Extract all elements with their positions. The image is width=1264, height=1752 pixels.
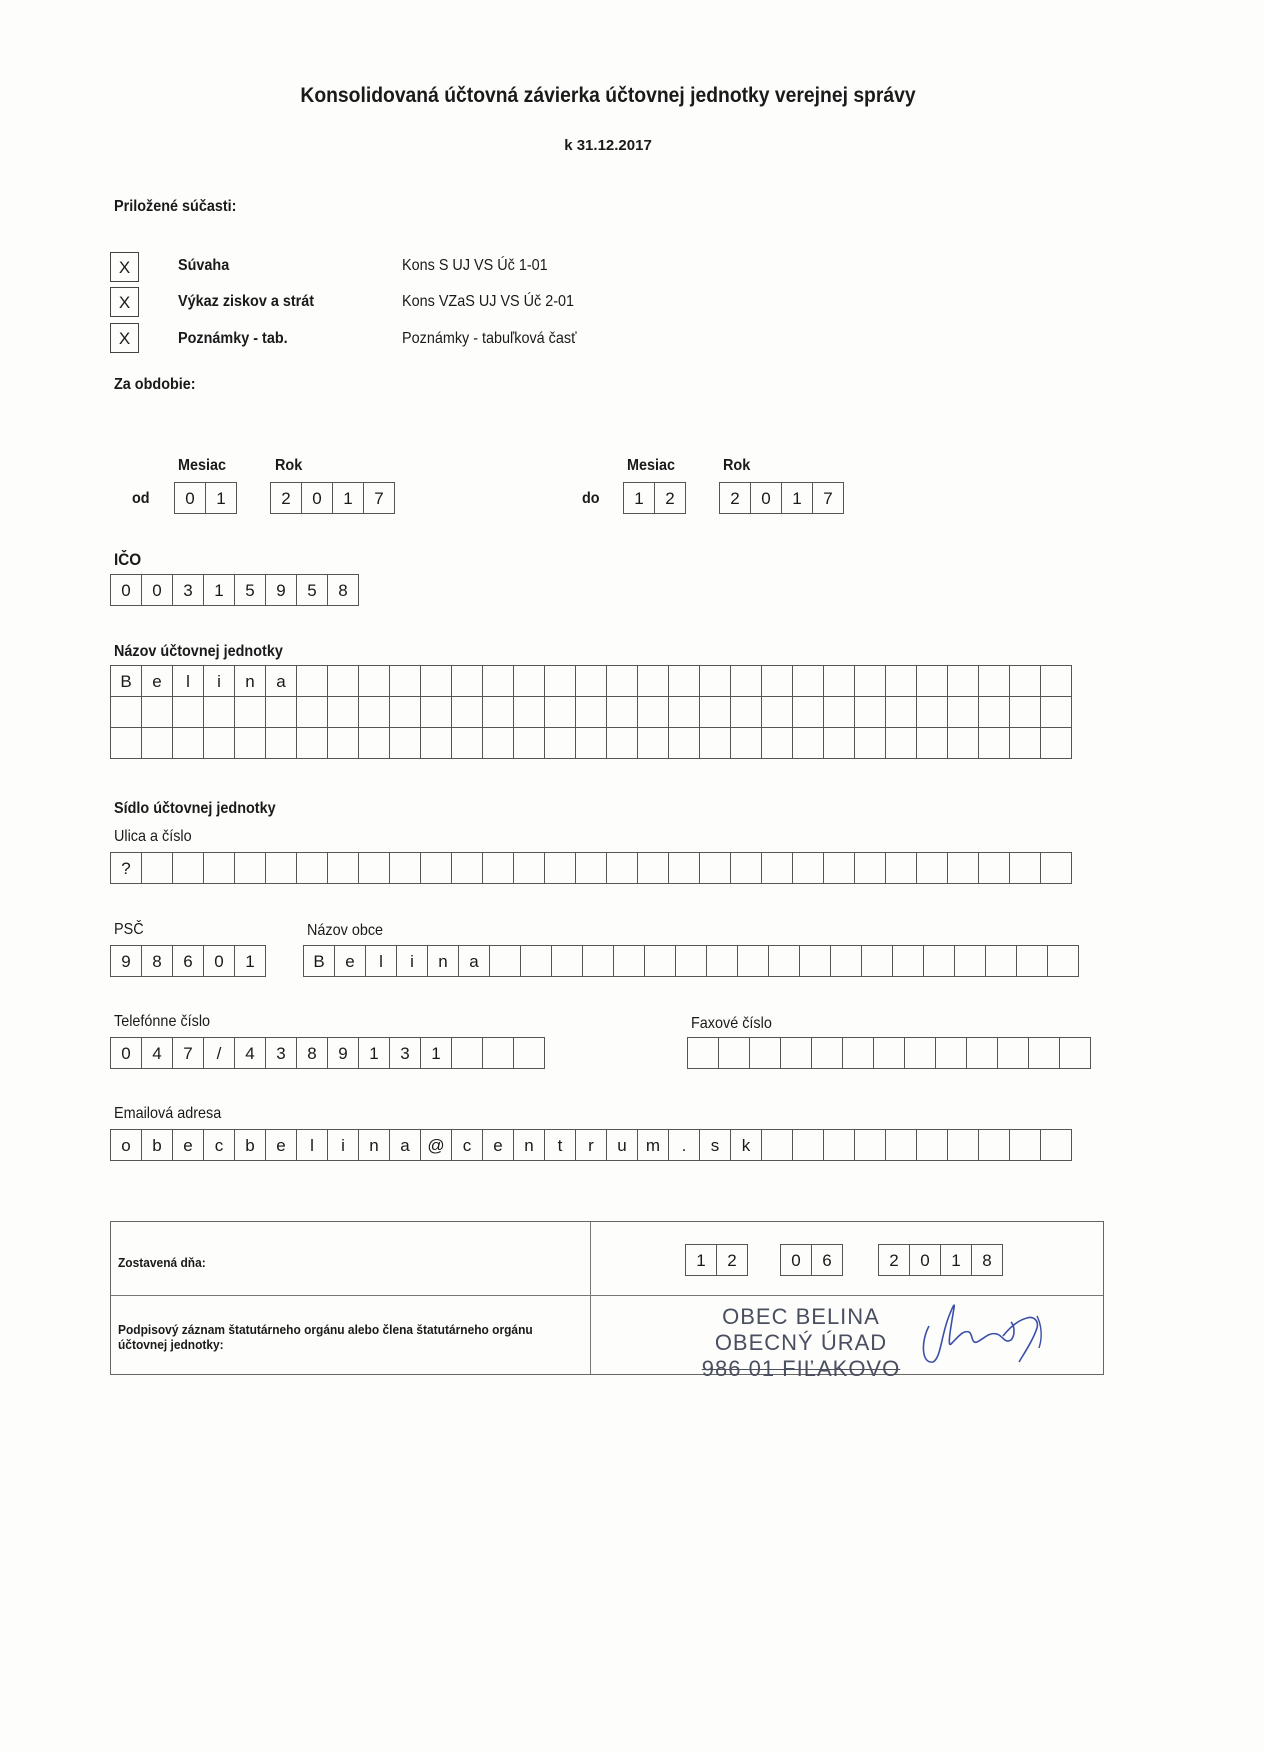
char-cell[interactable]: a bbox=[458, 945, 490, 977]
char-cell[interactable] bbox=[513, 1037, 545, 1069]
char-cell[interactable] bbox=[830, 945, 862, 977]
phone-label: Telefónne číslo bbox=[114, 1013, 211, 1030]
char-cell[interactable] bbox=[668, 665, 700, 697]
char-cell[interactable]: 7 bbox=[363, 482, 395, 514]
char-cell[interactable] bbox=[854, 665, 886, 697]
official-stamp bbox=[681, 1304, 921, 1382]
to-month-field[interactable] bbox=[623, 482, 686, 514]
to-month-label: Mesiac bbox=[627, 457, 676, 474]
char-cell[interactable]: n bbox=[358, 1129, 390, 1161]
char-cell[interactable] bbox=[637, 665, 669, 697]
char-cell[interactable] bbox=[234, 696, 266, 728]
char-cell[interactable] bbox=[854, 1129, 886, 1161]
char-cell[interactable] bbox=[172, 852, 204, 884]
char-cell[interactable] bbox=[389, 696, 421, 728]
char-cell[interactable] bbox=[916, 727, 948, 759]
char-cell[interactable] bbox=[823, 852, 855, 884]
char-cell[interactable] bbox=[327, 852, 359, 884]
char-cell[interactable]: 8 bbox=[296, 1037, 328, 1069]
char-cell[interactable]: e bbox=[482, 1129, 514, 1161]
char-cell[interactable]: c bbox=[203, 1129, 235, 1161]
char-cell[interactable]: e bbox=[141, 665, 173, 697]
char-cell[interactable]: 2 bbox=[270, 482, 302, 514]
char-cell[interactable] bbox=[637, 727, 669, 759]
char-cell[interactable]: 1 bbox=[940, 1244, 972, 1276]
char-cell[interactable]: . bbox=[668, 1129, 700, 1161]
handwritten-signature bbox=[911, 1296, 1061, 1376]
char-cell[interactable] bbox=[582, 945, 614, 977]
char-cell[interactable]: 1 bbox=[203, 574, 235, 606]
char-cell[interactable] bbox=[544, 665, 576, 697]
char-cell[interactable] bbox=[265, 727, 297, 759]
char-cell[interactable] bbox=[730, 852, 762, 884]
char-cell[interactable] bbox=[904, 1037, 936, 1069]
char-cell[interactable] bbox=[513, 696, 545, 728]
char-cell[interactable] bbox=[1040, 1129, 1072, 1161]
entity-name-row-3[interactable] bbox=[110, 727, 1072, 759]
char-cell[interactable] bbox=[489, 945, 521, 977]
char-cell[interactable] bbox=[885, 665, 917, 697]
from-label: od bbox=[132, 490, 150, 507]
char-cell[interactable] bbox=[954, 945, 986, 977]
char-cell[interactable] bbox=[1009, 696, 1041, 728]
char-cell[interactable]: 2 bbox=[719, 482, 751, 514]
char-cell[interactable]: 0 bbox=[780, 1244, 812, 1276]
char-cell[interactable] bbox=[718, 1037, 750, 1069]
char-cell[interactable]: l bbox=[365, 945, 397, 977]
char-cell[interactable] bbox=[823, 1129, 855, 1161]
char-cell[interactable]: l bbox=[296, 1129, 328, 1161]
char-cell[interactable] bbox=[451, 727, 483, 759]
char-cell[interactable] bbox=[606, 727, 638, 759]
char-cell[interactable] bbox=[141, 727, 173, 759]
char-cell[interactable] bbox=[575, 665, 607, 697]
char-cell[interactable] bbox=[947, 1129, 979, 1161]
char-cell[interactable] bbox=[823, 727, 855, 759]
char-cell[interactable] bbox=[947, 852, 979, 884]
char-cell[interactable] bbox=[513, 727, 545, 759]
char-cell[interactable]: 0 bbox=[750, 482, 782, 514]
signature-table bbox=[110, 1221, 1104, 1381]
char-cell[interactable] bbox=[699, 852, 731, 884]
char-cell[interactable]: k bbox=[730, 1129, 762, 1161]
period-label: Za obdobie: bbox=[114, 376, 196, 393]
char-cell[interactable] bbox=[575, 696, 607, 728]
char-cell[interactable]: 1 bbox=[420, 1037, 452, 1069]
char-cell[interactable] bbox=[675, 945, 707, 977]
char-cell[interactable] bbox=[923, 945, 955, 977]
char-cell[interactable] bbox=[1009, 1129, 1041, 1161]
char-cell[interactable]: u bbox=[606, 1129, 638, 1161]
char-cell[interactable] bbox=[520, 945, 552, 977]
char-cell[interactable] bbox=[451, 696, 483, 728]
char-cell[interactable] bbox=[482, 727, 514, 759]
char-cell[interactable] bbox=[482, 852, 514, 884]
char-cell[interactable] bbox=[842, 1037, 874, 1069]
char-cell[interactable] bbox=[935, 1037, 967, 1069]
compiled-month-field[interactable] bbox=[780, 1244, 843, 1276]
char-cell[interactable] bbox=[699, 665, 731, 697]
char-cell[interactable]: 0 bbox=[203, 945, 235, 977]
char-cell[interactable] bbox=[985, 945, 1017, 977]
char-cell[interactable]: 6 bbox=[811, 1244, 843, 1276]
entity-name-row-1[interactable] bbox=[110, 665, 1072, 697]
char-cell[interactable]: 1 bbox=[205, 482, 237, 514]
char-cell[interactable] bbox=[792, 852, 824, 884]
char-cell[interactable] bbox=[203, 696, 235, 728]
char-cell[interactable]: 1 bbox=[332, 482, 364, 514]
char-cell[interactable]: 0 bbox=[909, 1244, 941, 1276]
char-cell[interactable]: 1 bbox=[781, 482, 813, 514]
char-cell[interactable] bbox=[389, 852, 421, 884]
char-cell[interactable]: 8 bbox=[971, 1244, 1003, 1276]
char-cell[interactable]: 4 bbox=[141, 1037, 173, 1069]
attachment-code-1: Kons S UJ VS Úč 1-01 bbox=[402, 257, 548, 274]
char-cell[interactable] bbox=[730, 696, 762, 728]
char-cell[interactable] bbox=[799, 945, 831, 977]
char-cell[interactable] bbox=[606, 852, 638, 884]
char-cell[interactable]: 2 bbox=[654, 482, 686, 514]
char-cell[interactable] bbox=[706, 945, 738, 977]
email-field[interactable] bbox=[110, 1129, 1072, 1161]
char-cell[interactable] bbox=[110, 696, 142, 728]
char-cell[interactable] bbox=[172, 696, 204, 728]
char-cell[interactable] bbox=[451, 665, 483, 697]
char-cell[interactable] bbox=[637, 852, 669, 884]
char-cell[interactable] bbox=[606, 696, 638, 728]
char-cell[interactable] bbox=[792, 696, 824, 728]
compiled-date-label: Zostavená dňa: bbox=[118, 1255, 206, 1270]
char-cell[interactable] bbox=[1059, 1037, 1091, 1069]
from-year-label: Rok bbox=[275, 457, 303, 474]
char-cell[interactable] bbox=[327, 665, 359, 697]
attachment-checkbox-2[interactable]: X bbox=[110, 287, 139, 317]
char-cell[interactable] bbox=[811, 1037, 843, 1069]
char-cell[interactable]: 5 bbox=[296, 574, 328, 606]
entity-name-label: Názov účtovnej jednotky bbox=[114, 643, 283, 660]
to-label: do bbox=[582, 490, 600, 507]
char-cell[interactable]: B bbox=[110, 665, 142, 697]
psc-field[interactable] bbox=[110, 945, 266, 977]
char-cell[interactable] bbox=[916, 665, 948, 697]
email-label: Emailová adresa bbox=[114, 1105, 222, 1122]
char-cell[interactable] bbox=[265, 696, 297, 728]
char-cell[interactable] bbox=[1028, 1037, 1060, 1069]
char-cell[interactable] bbox=[613, 945, 645, 977]
char-cell[interactable] bbox=[978, 665, 1010, 697]
char-cell[interactable] bbox=[544, 727, 576, 759]
char-cell[interactable] bbox=[358, 852, 390, 884]
city-field[interactable] bbox=[303, 945, 1079, 977]
char-cell[interactable]: 0 bbox=[110, 574, 142, 606]
char-cell[interactable] bbox=[513, 852, 545, 884]
char-cell[interactable]: 9 bbox=[327, 1037, 359, 1069]
char-cell[interactable] bbox=[644, 945, 676, 977]
char-cell[interactable] bbox=[978, 1129, 1010, 1161]
char-cell[interactable]: 0 bbox=[174, 482, 206, 514]
char-cell[interactable] bbox=[699, 727, 731, 759]
char-cell[interactable] bbox=[1040, 665, 1072, 697]
char-cell[interactable] bbox=[296, 852, 328, 884]
char-cell[interactable]: n bbox=[427, 945, 459, 977]
char-cell[interactable] bbox=[606, 665, 638, 697]
char-cell[interactable] bbox=[885, 1129, 917, 1161]
char-cell[interactable]: 2 bbox=[878, 1244, 910, 1276]
char-cell[interactable] bbox=[892, 945, 924, 977]
char-cell[interactable] bbox=[141, 852, 173, 884]
char-cell[interactable] bbox=[544, 696, 576, 728]
char-cell[interactable]: o bbox=[110, 1129, 142, 1161]
fax-label: Faxové číslo bbox=[691, 1015, 772, 1032]
char-cell[interactable] bbox=[854, 727, 886, 759]
char-cell[interactable] bbox=[854, 696, 886, 728]
ico-label: IČO bbox=[114, 550, 142, 569]
char-cell[interactable]: e bbox=[172, 1129, 204, 1161]
char-cell[interactable] bbox=[203, 727, 235, 759]
attachments-label: Priložené súčasti: bbox=[114, 198, 237, 215]
char-cell[interactable]: 3 bbox=[389, 1037, 421, 1069]
char-cell[interactable] bbox=[1040, 696, 1072, 728]
char-cell[interactable]: 8 bbox=[141, 945, 173, 977]
char-cell[interactable] bbox=[885, 727, 917, 759]
char-cell[interactable]: n bbox=[513, 1129, 545, 1161]
char-cell[interactable] bbox=[947, 727, 979, 759]
char-cell[interactable] bbox=[916, 696, 948, 728]
to-year-label: Rok bbox=[723, 457, 751, 474]
char-cell[interactable] bbox=[482, 665, 514, 697]
char-cell[interactable] bbox=[873, 1037, 905, 1069]
char-cell[interactable] bbox=[823, 696, 855, 728]
char-cell[interactable] bbox=[451, 1037, 483, 1069]
char-cell[interactable] bbox=[482, 696, 514, 728]
char-cell[interactable] bbox=[792, 727, 824, 759]
city-label: Názov obce bbox=[307, 922, 384, 939]
char-cell[interactable] bbox=[1009, 665, 1041, 697]
char-cell[interactable] bbox=[966, 1037, 998, 1069]
char-cell[interactable] bbox=[885, 696, 917, 728]
char-cell[interactable]: i bbox=[396, 945, 428, 977]
char-cell[interactable]: ? bbox=[110, 852, 142, 884]
signature-label: Podpisový záznam štatutárneho orgánu alebo člena štatutárneho orgánu účtovnej jednotky: bbox=[118, 1322, 533, 1352]
char-cell[interactable]: a bbox=[389, 1129, 421, 1161]
char-cell[interactable]: b bbox=[141, 1129, 173, 1161]
char-cell[interactable]: t bbox=[544, 1129, 576, 1161]
to-year-field[interactable] bbox=[719, 482, 844, 514]
attachment-name-3: Poznámky - tab. bbox=[178, 330, 288, 347]
char-cell[interactable] bbox=[792, 665, 824, 697]
char-cell[interactable] bbox=[172, 727, 204, 759]
char-cell[interactable]: 8 bbox=[327, 574, 359, 606]
char-cell[interactable] bbox=[110, 727, 142, 759]
char-cell[interactable]: 9 bbox=[265, 574, 297, 606]
char-cell[interactable] bbox=[513, 665, 545, 697]
char-cell[interactable] bbox=[1009, 852, 1041, 884]
char-cell[interactable]: 6 bbox=[172, 945, 204, 977]
table-divider-vertical bbox=[590, 1222, 591, 1374]
phone-field[interactable] bbox=[110, 1037, 545, 1069]
fax-field[interactable] bbox=[687, 1037, 1091, 1069]
char-cell[interactable]: r bbox=[575, 1129, 607, 1161]
attachment-checkbox-1[interactable]: X bbox=[110, 252, 139, 282]
char-cell[interactable] bbox=[668, 852, 700, 884]
char-cell[interactable] bbox=[916, 852, 948, 884]
char-cell[interactable] bbox=[420, 852, 452, 884]
char-cell[interactable] bbox=[761, 1129, 793, 1161]
char-cell[interactable] bbox=[389, 727, 421, 759]
char-cell[interactable]: 7 bbox=[172, 1037, 204, 1069]
stamp-line-1: OBEC BELINA bbox=[722, 1304, 880, 1329]
char-cell[interactable] bbox=[668, 696, 700, 728]
char-cell[interactable] bbox=[730, 727, 762, 759]
char-cell[interactable] bbox=[854, 852, 886, 884]
char-cell[interactable]: 1 bbox=[623, 482, 655, 514]
char-cell[interactable] bbox=[761, 727, 793, 759]
compiled-year-field[interactable] bbox=[878, 1244, 1003, 1276]
char-cell[interactable]: m bbox=[637, 1129, 669, 1161]
stamp-line-3: 986 01 FIĽAKOVO bbox=[701, 1356, 901, 1381]
char-cell[interactable] bbox=[947, 696, 979, 728]
char-cell[interactable] bbox=[978, 696, 1010, 728]
street-label: Ulica a číslo bbox=[114, 828, 192, 845]
char-cell[interactable]: 3 bbox=[172, 574, 204, 606]
char-cell[interactable] bbox=[978, 727, 1010, 759]
stamp-line-2: OBECNÝ ÚRAD bbox=[714, 1330, 888, 1355]
char-cell[interactable]: 1 bbox=[685, 1244, 717, 1276]
char-cell[interactable] bbox=[482, 1037, 514, 1069]
char-cell[interactable] bbox=[637, 696, 669, 728]
ico-field[interactable] bbox=[110, 574, 359, 606]
char-cell[interactable]: e bbox=[334, 945, 366, 977]
char-cell[interactable] bbox=[768, 945, 800, 977]
char-cell[interactable] bbox=[358, 665, 390, 697]
char-cell[interactable] bbox=[687, 1037, 719, 1069]
char-cell[interactable] bbox=[451, 852, 483, 884]
attachment-name-2: Výkaz ziskov a strát bbox=[178, 293, 315, 310]
char-cell[interactable]: 0 bbox=[110, 1037, 142, 1069]
char-cell[interactable] bbox=[358, 696, 390, 728]
char-cell[interactable] bbox=[420, 665, 452, 697]
char-cell[interactable] bbox=[780, 1037, 812, 1069]
entity-name-field[interactable] bbox=[110, 665, 1072, 759]
char-cell[interactable]: 9 bbox=[110, 945, 142, 977]
char-cell[interactable] bbox=[730, 665, 762, 697]
char-cell[interactable] bbox=[1047, 945, 1079, 977]
char-cell[interactable] bbox=[389, 665, 421, 697]
char-cell[interactable] bbox=[420, 696, 452, 728]
char-cell[interactable]: B bbox=[303, 945, 335, 977]
char-cell[interactable] bbox=[551, 945, 583, 977]
char-cell[interactable] bbox=[997, 1037, 1029, 1069]
char-cell[interactable] bbox=[978, 852, 1010, 884]
document-date: k 31.12.2017 bbox=[564, 137, 652, 154]
char-cell[interactable]: 2 bbox=[716, 1244, 748, 1276]
char-cell[interactable]: a bbox=[265, 665, 297, 697]
char-cell[interactable] bbox=[358, 727, 390, 759]
char-cell[interactable] bbox=[737, 945, 769, 977]
char-cell[interactable] bbox=[668, 727, 700, 759]
char-cell[interactable] bbox=[823, 665, 855, 697]
char-cell[interactable]: i bbox=[203, 665, 235, 697]
char-cell[interactable] bbox=[265, 852, 297, 884]
char-cell[interactable]: 0 bbox=[301, 482, 333, 514]
char-cell[interactable] bbox=[916, 1129, 948, 1161]
char-cell[interactable] bbox=[234, 852, 266, 884]
document-title: Konsolidovaná účtovná závierka účtovnej jednotky verejnej správy bbox=[300, 84, 916, 107]
from-month-label: Mesiac bbox=[178, 457, 227, 474]
char-cell[interactable] bbox=[761, 852, 793, 884]
char-cell[interactable]: 7 bbox=[812, 482, 844, 514]
psc-label: PSČ bbox=[114, 921, 144, 938]
attachment-name-1: Súvaha bbox=[178, 257, 230, 274]
char-cell[interactable] bbox=[792, 1129, 824, 1161]
char-cell[interactable]: i bbox=[327, 1129, 359, 1161]
char-cell[interactable]: 1 bbox=[358, 1037, 390, 1069]
char-cell[interactable] bbox=[203, 852, 235, 884]
char-cell[interactable]: 4 bbox=[234, 1037, 266, 1069]
attachment-checkbox-3[interactable]: X bbox=[110, 323, 139, 353]
attachment-code-3: Poznámky - tabuľková časť bbox=[402, 330, 577, 347]
char-cell[interactable]: l bbox=[172, 665, 204, 697]
char-cell[interactable] bbox=[1009, 727, 1041, 759]
char-cell[interactable]: e bbox=[265, 1129, 297, 1161]
entity-name-row-2[interactable] bbox=[110, 696, 1072, 728]
from-month-field[interactable] bbox=[174, 482, 237, 514]
char-cell[interactable] bbox=[885, 852, 917, 884]
seat-label: Sídlo účtovnej jednotky bbox=[114, 800, 276, 817]
from-year-field[interactable] bbox=[270, 482, 395, 514]
char-cell[interactable] bbox=[296, 696, 328, 728]
char-cell[interactable] bbox=[544, 852, 576, 884]
char-cell[interactable]: 3 bbox=[265, 1037, 297, 1069]
char-cell[interactable] bbox=[296, 665, 328, 697]
char-cell[interactable] bbox=[699, 696, 731, 728]
char-cell[interactable] bbox=[575, 852, 607, 884]
char-cell[interactable]: 5 bbox=[234, 574, 266, 606]
char-cell[interactable]: @ bbox=[420, 1129, 452, 1161]
char-cell[interactable] bbox=[1040, 727, 1072, 759]
char-cell[interactable]: 1 bbox=[234, 945, 266, 977]
char-cell[interactable] bbox=[327, 727, 359, 759]
char-cell[interactable] bbox=[141, 696, 173, 728]
street-field[interactable] bbox=[110, 852, 1072, 884]
char-cell[interactable]: 0 bbox=[141, 574, 173, 606]
char-cell[interactable]: b bbox=[234, 1129, 266, 1161]
char-cell[interactable] bbox=[861, 945, 893, 977]
char-cell[interactable]: c bbox=[451, 1129, 483, 1161]
char-cell[interactable] bbox=[947, 665, 979, 697]
char-cell[interactable]: s bbox=[699, 1129, 731, 1161]
char-cell[interactable] bbox=[1016, 945, 1048, 977]
char-cell[interactable] bbox=[296, 727, 328, 759]
char-cell[interactable] bbox=[749, 1037, 781, 1069]
attachment-code-2: Kons VZaS UJ VS Úč 2-01 bbox=[402, 293, 575, 310]
char-cell[interactable]: / bbox=[203, 1037, 235, 1069]
char-cell[interactable] bbox=[1040, 852, 1072, 884]
char-cell[interactable] bbox=[234, 727, 266, 759]
char-cell[interactable] bbox=[327, 696, 359, 728]
char-cell[interactable]: n bbox=[234, 665, 266, 697]
char-cell[interactable] bbox=[420, 727, 452, 759]
compiled-day-field[interactable] bbox=[685, 1244, 748, 1276]
char-cell[interactable] bbox=[575, 727, 607, 759]
char-cell[interactable] bbox=[761, 665, 793, 697]
char-cell[interactable] bbox=[761, 696, 793, 728]
